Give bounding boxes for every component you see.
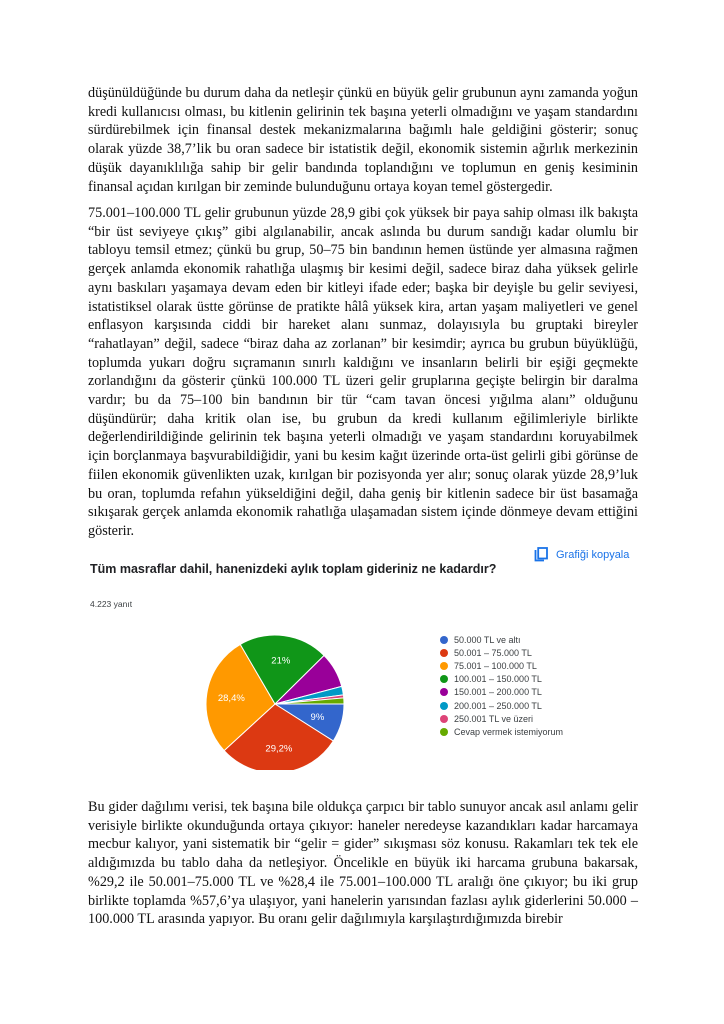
legend-item-6 — [440, 712, 563, 725]
legend-label: Cevap vermek istemiyorum — [454, 726, 564, 737]
pie-label-0: 9% — [310, 711, 325, 723]
legend-swatch — [440, 636, 448, 644]
response-count: 4.223 yanıt — [90, 599, 133, 609]
legend-swatch — [440, 715, 448, 723]
legend-label: 150.001 – 200.000 TL — [454, 687, 542, 698]
legend-swatch — [440, 675, 448, 683]
legend-label: 50.000 TL ve altı — [454, 634, 521, 645]
legend-item-7 — [440, 725, 563, 738]
legend-swatch — [440, 688, 448, 696]
paragraph-1: düşünüldüğünde bu durum daha da netleşir çünkü en büyük gelir grubunun aynı zamanda yoğun kredi kullanıcısı olması, bu kitlenin gelirinin tek başına yeterli olmadığını ve yaşam standardını sürdürebilmek için finansal destek mekanizmalarına bağımlı hale geldiğini gösterir; sonuç olarak yüzde 38,7’lik bu oran sadece bir istatistik değil, ekonomik sistemin ağırlık merkezinin düşük dayanıklılığa sahip bir gelir bandında toplandığını ve toplumun en geniş kesiminin finansal açıdan kırılgan bir zeminde bulunduğunu ortaya koyan temel göstergedir. — [88, 85, 638, 195]
copy-chart-label: Grafiği kopyala — [556, 548, 630, 561]
pie-label-3: 21% — [271, 655, 291, 667]
pie-label-1: 29,2% — [265, 743, 293, 755]
legend-item-4 — [440, 686, 563, 699]
copy-icon — [534, 547, 548, 562]
legend-label: 50.001 – 75.000 TL — [454, 647, 532, 658]
legend-swatch — [440, 662, 448, 670]
pie-chart — [200, 620, 350, 770]
legend-swatch — [440, 728, 448, 736]
paragraph-2: 75.001–100.000 TL gelir grubunun yüzde 28,9 gibi çok yüksek bir paya sahip olması ilk bakışta “bir üst seviyeye çıkış” gibi algılanabilir, ancak aslında bu durum sandığı kadar olumlu bir tabloyu temsil etmez; çünkü bu grup, 50–75 bin bandının hemen üstünde yer almasına rağmen gerçek anlamda ekonomik rahatlığa ulaşmış bir kesimi değil, sadece biraz daha yüksek gelirle aynı baskıları yaşamaya devam eden bir kitleyi ifade eder; başka bir deyişle bu gelir seviyesi, istatistiksel olarak üstte görünse de pratikte hâlâ yüksek kira, artan yaşam maliyetleri ve genel enflasyon karşısında ciddi bir hareket alanı sunmaz, dolayısıyla bu gruptaki bireyler “rahatlayan” değil, sadece “biraz daha az zorlanan” bir kesimdir; ayrıca bu grubun büyüklüğü, toplumda yukarı doğru sıçramanın sınırlı kaldığını ve insanların belirli bir eşiği geçmekte zorlandığını da gösterir çünkü 100.000 TL üzeri gelir gruplarına geçişte belirgin bir daralma vardır; bu da 75–100 bin bandının bir tür “cam tavan öncesi yığılma alanı” olduğunu düşündürür; daha kritik olan ise, bu grubun da kredi kullanım eğilimleriyle birlikte değerlendirildiğinde gelirinin tek başına yeterli olmadığı ve yaşam standardını koruyabilmek için borçlanmaya başvurabildiğidir, yani bu kesim kağıt üzerinde orta-üst gelirli gibi görünse de fiilen ekonomik güvenlikten uzak, kırılgan bir pozisyonda yer alır; sonuç olarak yüzde 28,9’luk bu oran, toplumda refahın yükseldiğini değil, daha geniş bir kitlenin sadece bir üst basamağa sıkışarak gerçek anlamda ekonomik rahatlığa ulaşamadan sistem içinde dönmeye devam ettiğini gösterir. — [88, 205, 638, 539]
legend-swatch — [440, 649, 448, 657]
copy-chart-button[interactable] — [534, 547, 629, 562]
chart-legend — [440, 633, 563, 739]
pie-label-2: 28,4% — [217, 692, 245, 704]
legend-label: 200.001 – 250.000 TL — [454, 700, 542, 711]
paragraph-3: Bu gider dağılımı verisi, tek başına bile oldukça çarpıcı bir tablo sunuyor ancak asıl anlamı gelir verisiyle birlikte okunduğunda ortaya çıkıyor: haneler neredeyse kazandıkları kadar harcamaya mecbur kalıyor, yani sistematik bir “gelir = gider” sıkışması söz konusu. Rakamları tek tek ele aldığımızda bu tablo daha da netleşiyor. Öncelikle en büyük iki harcama grubuna bakarsak, %29,2 ile 50.001–75.000 TL ve %28,4 ile 75.001–100.000 TL aralığı öne çıkıyor; bu iki grup birlikte toplamda %57,6’ya ulaşıyor, yani hanelerin yarısından fazlası aylık giderlerini 50.000 – 100.000 TL arasında yapıyor. Bu oranı gelir dağılımıyla karşılaştırdığımızda birebir — [88, 799, 638, 928]
chart-card — [80, 540, 650, 780]
legend-item-1 — [440, 646, 563, 659]
legend-swatch — [440, 702, 448, 710]
legend-item-3 — [440, 673, 563, 686]
legend-item-0 — [440, 633, 563, 646]
chart-title: Tüm masraflar dahil, hanenizdeki aylık toplam gideriniz ne kadardır? — [90, 562, 497, 576]
legend-label: 100.001 – 150.000 TL — [454, 674, 542, 685]
legend-label: 250.001 TL ve üzeri — [454, 713, 534, 724]
legend-item-5 — [440, 699, 563, 712]
legend-item-2 — [440, 659, 563, 672]
legend-label: 75.001 – 100.000 TL — [454, 660, 537, 671]
